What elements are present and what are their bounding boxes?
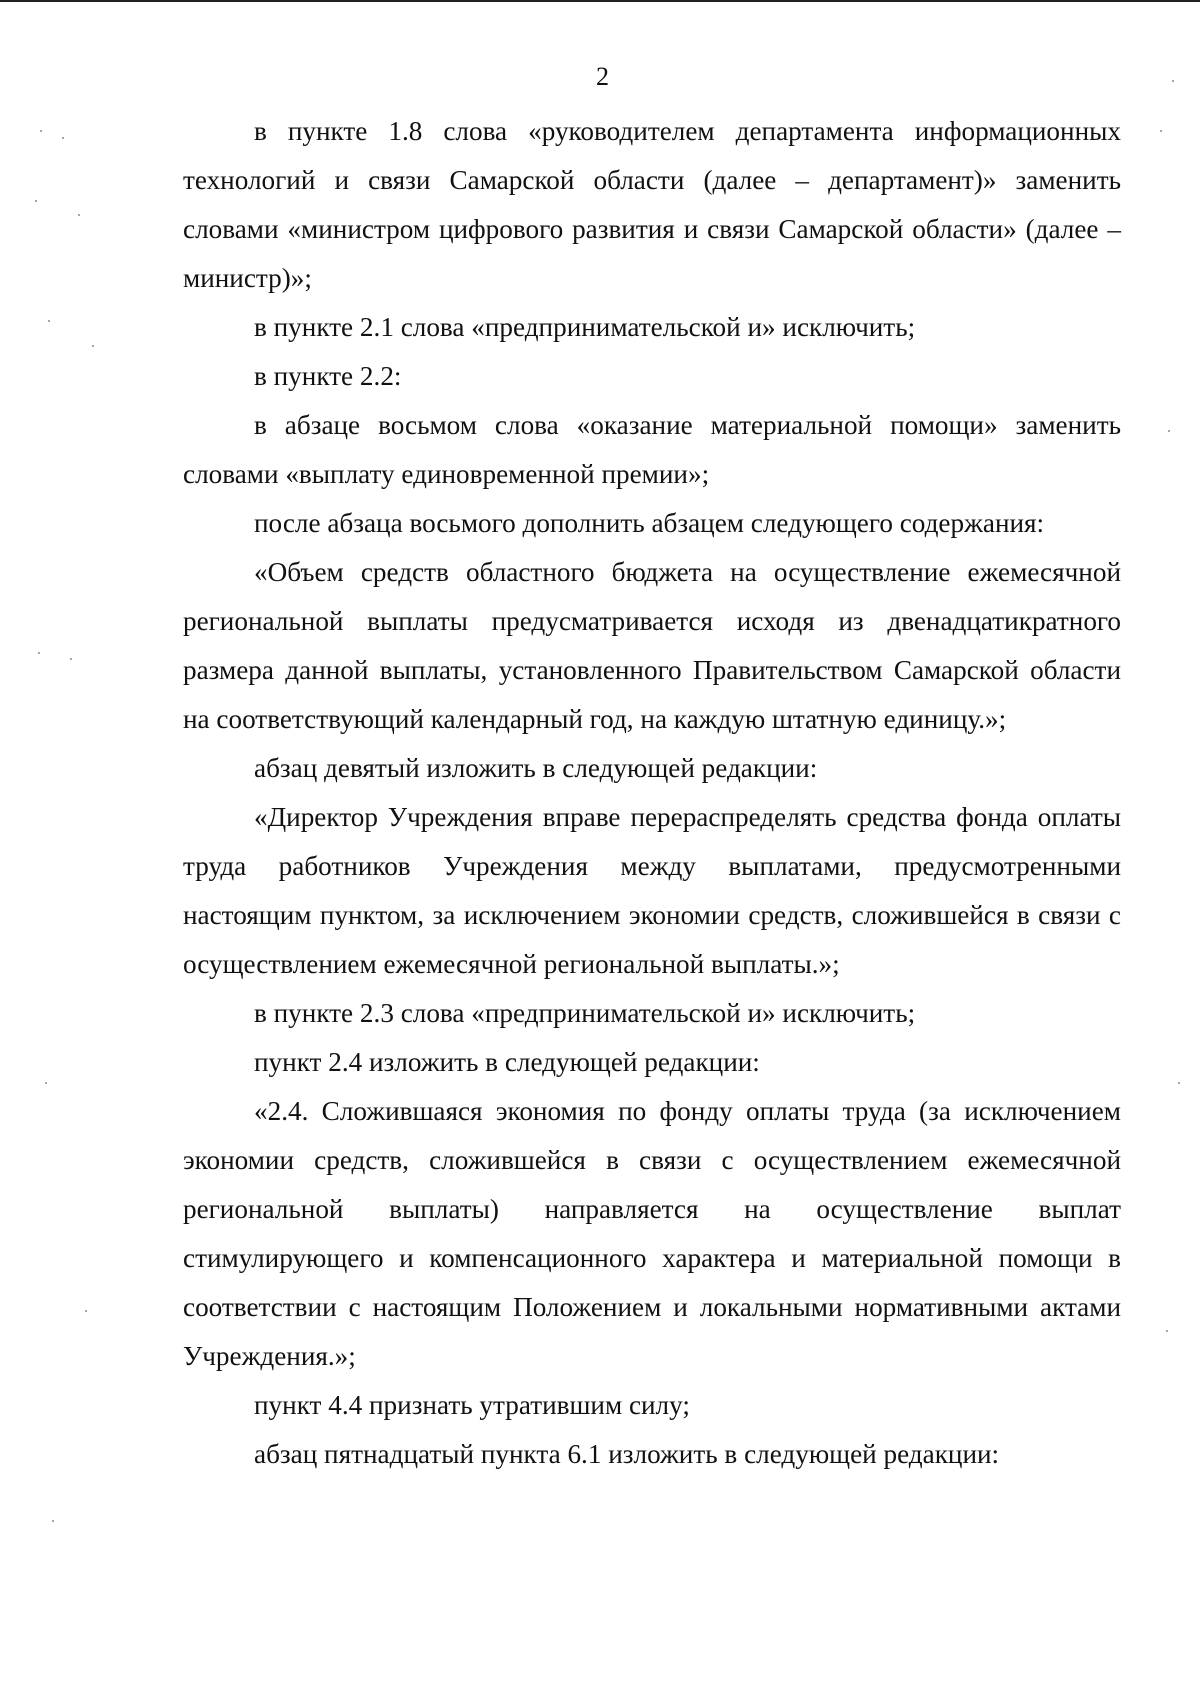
paragraph-13: абзац пятнадцатый пункта 6.1 изложить в следующей редакции: xyxy=(254,1439,1000,1469)
page-number: 2 xyxy=(596,62,609,91)
document-body xyxy=(183,107,1121,1479)
paragraph-10: пункт 2.4 изложить в следующей редакции: xyxy=(254,1047,760,1077)
scan-noise-dot xyxy=(1168,430,1170,432)
paragraph-9: в пункте 2.3 слова «предпринимательской и» исключить; xyxy=(254,998,916,1028)
paragraph-8: «Директор Учреждения вправе перераспределять средства фонда оплаты труда работников Учреждения между выплатами, предусмотренными настоящим пунктом, за исключением экономии средств, сложившейся в связи с осуществлением ежемесячной региональной выплаты.»; xyxy=(183,802,1121,979)
paragraph-7: абзац девятый изложить в следующей редакции: xyxy=(254,753,818,783)
paragraph-2: в пункте 2.1 слова «предпринимательской и» исключить; xyxy=(254,312,916,342)
scan-noise-dot xyxy=(35,200,37,202)
scan-noise-dot xyxy=(1172,80,1174,82)
scan-noise-dot xyxy=(1160,130,1162,132)
paragraph-12: пункт 4.4 признать утратившим силу; xyxy=(254,1390,690,1420)
paragraph-3: в пункте 2.2: xyxy=(254,361,402,391)
paragraph-6: «Объем средств областного бюджета на осуществление ежемесячной региональной выплаты предусматривается исходя из двенадцатикратного размера данной выплаты, установленного Правительством Самарской области на соответствующий календарный год, на каждую штатную единицу.»; xyxy=(183,557,1121,734)
scan-noise-dot xyxy=(38,652,40,654)
scan-noise-dot xyxy=(40,130,42,132)
paragraph-1: в пункте 1.8 слова «руководителем департамента информационных технологий и связи Самарской области (далее – департамент)» заменить словами «министром цифрового развития и связи Самарской области» (далее – министр)»; xyxy=(183,116,1121,293)
scan-noise-dot xyxy=(92,345,94,347)
scan-noise-dot xyxy=(1178,1082,1180,1084)
paragraph-5: после абзаца восьмого дополнить абзацем следующего содержания: xyxy=(254,508,1045,538)
paragraph-4: в абзаце восьмом слова «оказание материальной помощи» заменить словами «выплату единовременной премии»; xyxy=(183,410,1121,489)
scan-top-edge xyxy=(0,0,1200,2)
scan-noise-dot xyxy=(62,137,64,139)
scan-noise-dot xyxy=(85,1310,87,1312)
paragraph-11: «2.4. Сложившаяся экономия по фонду оплаты труда (за исключением экономии средств, сложившейся в связи с осуществлением ежемесячной региональной выплаты) направляется на осуществление выплат стимулирующего и компенсационного характера и материальной помощи в соответствии с настоящим Положением и локальными нормативными актами Учреждения.»; xyxy=(183,1096,1121,1371)
scan-noise-dot xyxy=(45,1082,47,1084)
scan-noise-dot xyxy=(1166,1330,1168,1332)
scan-noise-dot xyxy=(70,658,72,660)
scan-noise-dot xyxy=(78,214,80,216)
scan-noise-dot xyxy=(48,320,50,322)
scan-noise-dot xyxy=(52,1520,54,1522)
